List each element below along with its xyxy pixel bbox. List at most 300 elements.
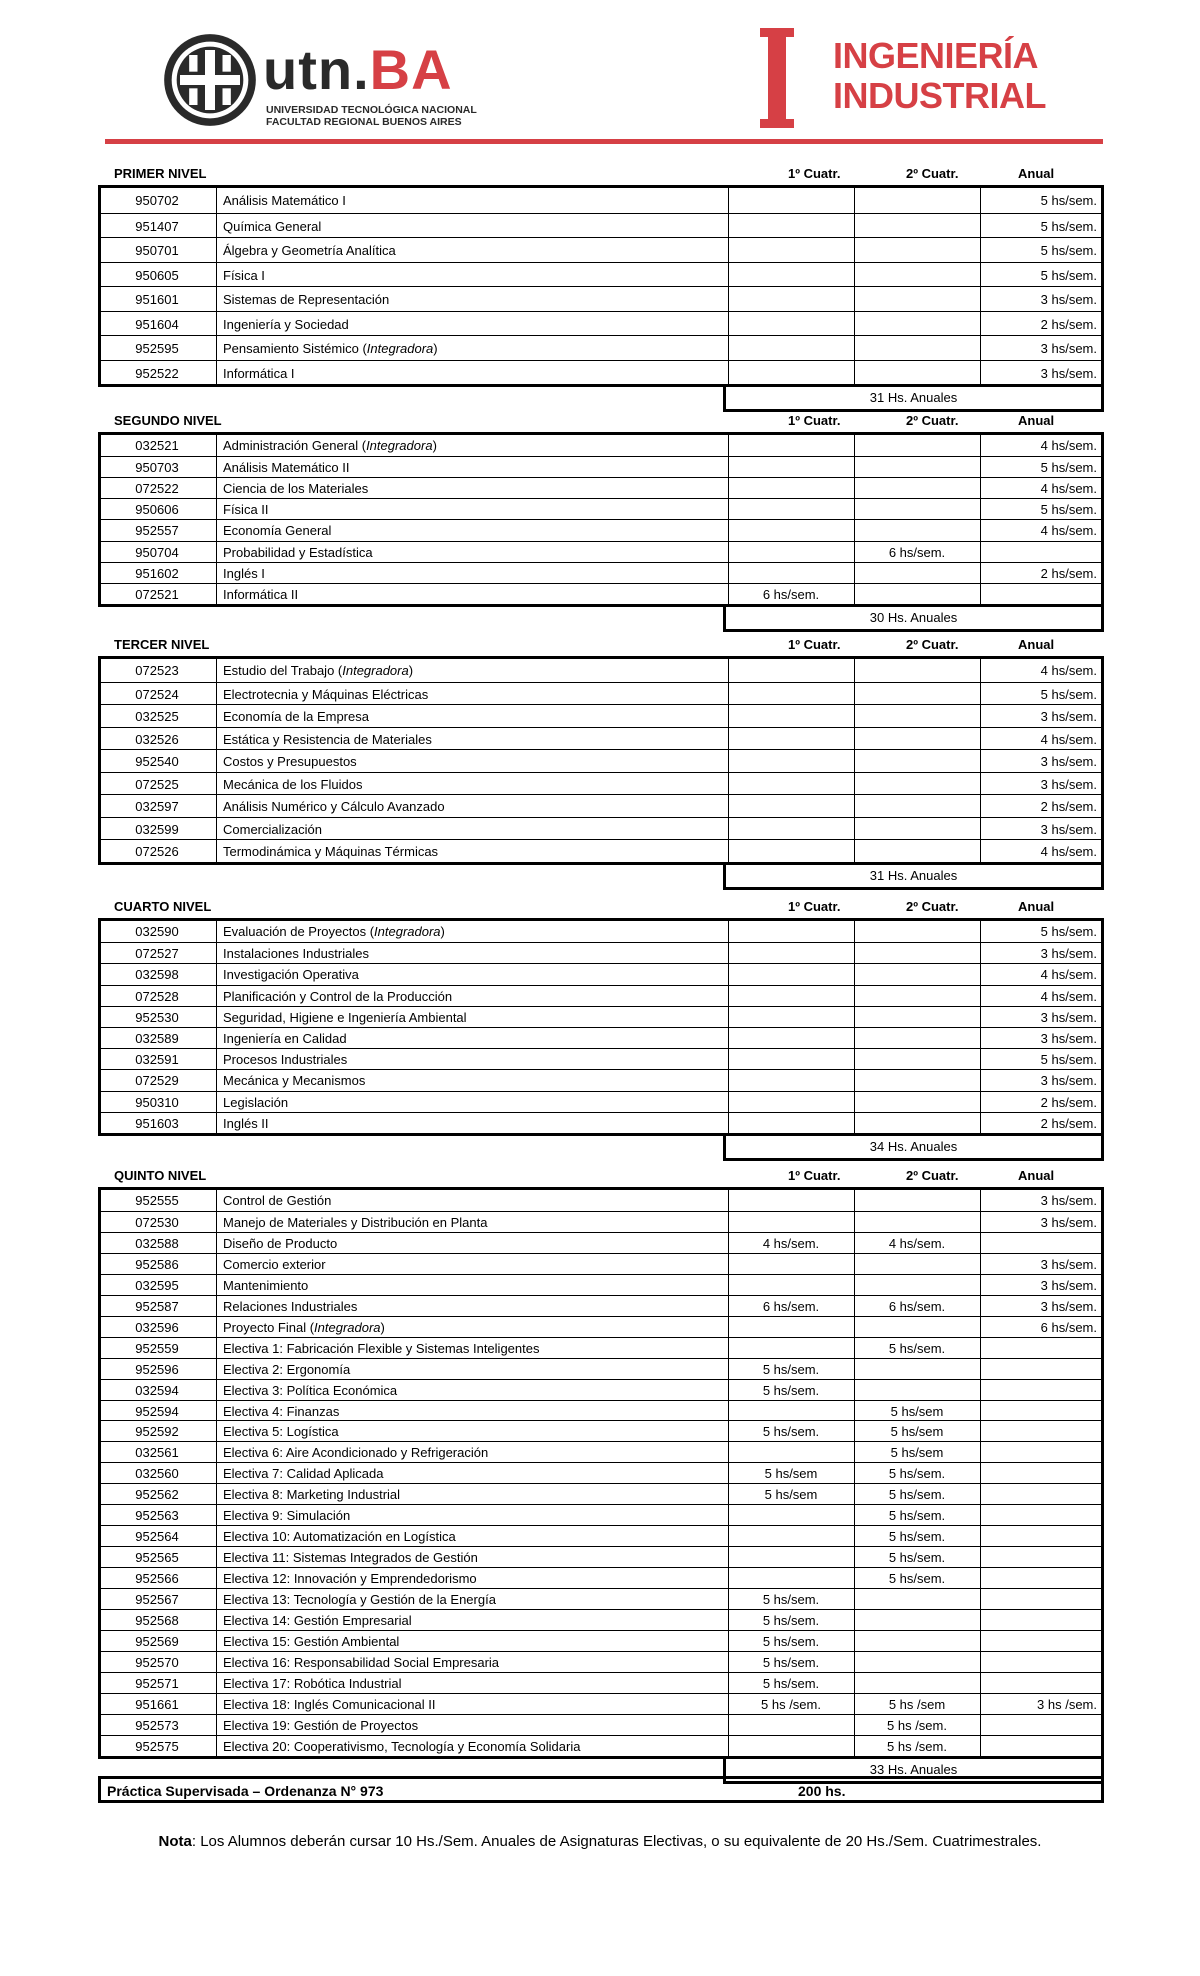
subject-name: Costos y Presupuestos <box>223 754 357 769</box>
hours-q2: 5 hs/sem. <box>888 1487 946 1502</box>
column-header-annual: Anual <box>1018 1168 1055 1183</box>
subject-code: 952569 <box>135 1634 179 1649</box>
column-header-annual: Anual <box>1018 637 1055 652</box>
subject-code: 952594 <box>135 1404 179 1419</box>
hours-annual: 3 hs /sem. <box>1037 1697 1097 1712</box>
table-row <box>101 839 1101 862</box>
hours-annual: 3 hs/sem. <box>1040 1299 1097 1314</box>
subject-code: 952567 <box>135 1592 179 1607</box>
table-row <box>101 1483 1101 1504</box>
hours-annual: 4 hs/sem. <box>1040 732 1097 747</box>
level-header <box>98 165 1104 183</box>
hours-annual: 3 hs/sem. <box>1040 1278 1097 1293</box>
table-row <box>101 704 1101 727</box>
hours-annual: 3 hs/sem. <box>1040 1193 1097 1208</box>
subject-name: Electiva 5: Logística <box>223 1424 339 1439</box>
level-title: TERCER NIVEL <box>114 637 210 652</box>
hours-annual: 2 hs/sem. <box>1040 799 1097 814</box>
career-title: INGENIERÍA INDUSTRIAL <box>833 35 1046 116</box>
table-row <box>101 477 1101 498</box>
subject-name: Relaciones Industriales <box>223 1299 358 1314</box>
hours-annual: 3 hs/sem. <box>1040 754 1097 769</box>
subject-code: 032597 <box>135 799 179 814</box>
level-header <box>98 412 1104 430</box>
subject-code: 952522 <box>135 366 179 381</box>
hours-annual: 3 hs/sem. <box>1040 709 1097 724</box>
hours-q2: 5 hs/sem. <box>888 1341 946 1356</box>
table-row <box>101 456 1101 477</box>
subject-name: Electiva 9: Simulación <box>223 1508 351 1523</box>
subject-name: Electiva 14: Gestión Empresarial <box>223 1613 412 1628</box>
subject-code: 951407 <box>135 219 179 234</box>
subject-code: 951602 <box>135 566 179 581</box>
subject-code: 032596 <box>135 1320 179 1335</box>
subject-name: Seguridad, Higiene e Ingeniería Ambiental <box>223 1010 467 1025</box>
hours-annual: 5 hs/sem. <box>1040 193 1097 208</box>
subject-name: Ciencia de los Materiales <box>223 481 369 496</box>
table-row <box>101 1274 1101 1295</box>
table-row <box>101 1069 1101 1090</box>
hours-q1: 6 hs/sem. <box>762 587 820 602</box>
table-row <box>101 772 1101 795</box>
hours-annual: 3 hs/sem. <box>1040 946 1097 961</box>
subject-name: Control de Gestión <box>223 1193 332 1208</box>
hours-annual: 3 hs/sem. <box>1040 292 1097 307</box>
hours-annual: 4 hs/sem. <box>1040 523 1097 538</box>
table-row <box>101 286 1101 311</box>
table-row <box>101 1006 1101 1027</box>
table-row <box>101 1420 1101 1441</box>
table-row <box>101 794 1101 817</box>
subject-code: 032560 <box>135 1466 179 1481</box>
table-row <box>101 1588 1101 1609</box>
subject-name: Electiva 20: Cooperativismo, Tecnología y Economía Solidaria <box>223 1739 581 1754</box>
level-title: PRIMER NIVEL <box>114 166 207 181</box>
subject-name: Electiva 6: Aire Acondicionado y Refrigeración <box>223 1445 489 1460</box>
table-row <box>101 1693 1101 1714</box>
level-total: 31 Hs. Anuales <box>723 865 1104 890</box>
column-header-q2: 2º Cuatr. <box>906 166 959 181</box>
subject-name: Electiva 1: Fabricación Flexible y Sistemas Inteligentes <box>223 1341 540 1356</box>
hours-annual: 4 hs/sem. <box>1040 438 1097 453</box>
subject-code: 072530 <box>135 1215 179 1230</box>
subject-code: 951604 <box>135 317 179 332</box>
hours-q2: 5 hs/sem. <box>888 1550 946 1565</box>
table-row <box>101 1462 1101 1483</box>
subject-code: 032598 <box>135 967 179 982</box>
subject-code: 952570 <box>135 1655 179 1670</box>
subject-code: 072526 <box>135 844 179 859</box>
subject-name: Electiva 17: Robótica Industrial <box>223 1676 402 1691</box>
column-header-q1: 1º Cuatr. <box>788 413 841 428</box>
hours-annual: 3 hs/sem. <box>1040 341 1097 356</box>
subject-name: Pensamiento Sistémico (Integradora) <box>223 341 438 356</box>
column-header-q2: 2º Cuatr. <box>906 1168 959 1183</box>
subject-code: 072528 <box>135 989 179 1004</box>
note-label: Nota <box>158 1833 192 1850</box>
hours-q2: 5 hs/sem. <box>888 1466 946 1481</box>
subject-name: Sistemas de Representación <box>223 292 390 307</box>
subject-code: 950703 <box>135 460 179 475</box>
column-header-annual: Anual <box>1018 899 1055 914</box>
subject-code: 950701 <box>135 243 179 258</box>
subject-name: Ingeniería y Sociedad <box>223 317 349 332</box>
subject-code: 950605 <box>135 268 179 283</box>
subject-code: 951661 <box>135 1697 179 1712</box>
subjects-table <box>98 185 1104 387</box>
subject-name: Manejo de Materiales y Distribución en Planta <box>223 1215 488 1230</box>
subject-name: Procesos Industriales <box>223 1052 348 1067</box>
hours-q1: 5 hs/sem. <box>762 1613 820 1628</box>
subject-code: 950702 <box>135 193 179 208</box>
university-subtitle: UNIVERSIDAD TECNOLÓGICA NACIONAL FACULTAD REGIONAL BUENOS AIRES <box>266 104 477 128</box>
column-header-q2: 2º Cuatr. <box>906 637 959 652</box>
university-wordmark: utn.BA <box>263 38 453 101</box>
table-row <box>101 985 1101 1006</box>
subject-code: 072522 <box>135 481 179 496</box>
table-row <box>101 1232 1101 1253</box>
table-row <box>101 498 1101 519</box>
hours-q2: 5 hs/sem <box>890 1424 944 1439</box>
hours-annual: 4 hs/sem. <box>1040 844 1097 859</box>
subject-name: Electiva 16: Responsabilidad Social Empresaria <box>223 1655 500 1670</box>
subject-name: Electiva 3: Política Económica <box>223 1383 398 1398</box>
subject-name: Ingeniería en Calidad <box>223 1031 347 1046</box>
subject-name: Inglés II <box>223 1116 269 1131</box>
hours-annual: 5 hs/sem. <box>1040 502 1097 517</box>
level-header <box>98 1167 1104 1185</box>
subject-name: Electiva 19: Gestión de Proyectos <box>223 1718 419 1733</box>
hours-annual: 4 hs/sem. <box>1040 481 1097 496</box>
subject-code: 952530 <box>135 1010 179 1025</box>
hours-q1: 5 hs/sem. <box>762 1592 820 1607</box>
table-row <box>101 1316 1101 1337</box>
hours-q1: 5 hs/sem. <box>762 1362 820 1377</box>
subject-code: 950704 <box>135 545 179 560</box>
column-header-q1: 1º Cuatr. <box>788 1168 841 1183</box>
table-row <box>101 817 1101 840</box>
subject-code: 072529 <box>135 1073 179 1088</box>
subject-code: 952562 <box>135 1487 179 1502</box>
table-row <box>101 1379 1101 1400</box>
hours-annual: 2 hs/sem. <box>1040 1116 1097 1131</box>
hours-annual: 5 hs/sem. <box>1040 924 1097 939</box>
subject-code: 072525 <box>135 777 179 792</box>
subject-name: Mantenimiento <box>223 1278 309 1293</box>
supervised-practice-row <box>98 1776 1104 1803</box>
subject-code: 952540 <box>135 754 179 769</box>
hours-annual: 5 hs/sem. <box>1040 219 1097 234</box>
subject-name: Electiva 10: Automatización en Logística <box>223 1529 456 1544</box>
subject-name: Proyecto Final (Integradora) <box>223 1320 385 1335</box>
table-row <box>101 435 1101 456</box>
table-row <box>101 659 1101 682</box>
hours-q1: 6 hs/sem. <box>762 1299 820 1314</box>
subject-name: Comercio exterior <box>223 1257 326 1272</box>
subject-code: 952568 <box>135 1613 179 1628</box>
table-row <box>101 1048 1101 1069</box>
subject-name: Investigación Operativa <box>223 967 359 982</box>
subject-code: 072524 <box>135 687 179 702</box>
subject-name: Análisis Matemático I <box>223 193 346 208</box>
hours-annual: 3 hs/sem. <box>1040 777 1097 792</box>
subject-name: Estudio del Trabajo (Integradora) <box>223 663 414 678</box>
subject-code: 952563 <box>135 1508 179 1523</box>
subject-name: Economía General <box>223 523 332 538</box>
note <box>0 1833 1200 1850</box>
subject-name: Análisis Numérico y Cálculo Avanzado <box>223 799 445 814</box>
subject-name: Electiva 12: Innovación y Emprendedorismo <box>223 1571 477 1586</box>
table-row <box>101 1714 1101 1735</box>
table-row <box>101 1253 1101 1274</box>
subject-name: Álgebra y Geometría Analítica <box>223 243 396 258</box>
table-row <box>101 1190 1101 1211</box>
table-row <box>101 727 1101 750</box>
hours-q1: 5 hs/sem <box>764 1487 818 1502</box>
subject-name: Economía de la Empresa <box>223 709 369 724</box>
subject-code: 032590 <box>135 924 179 939</box>
table-row <box>101 682 1101 705</box>
hours-q2: 5 hs /sem. <box>887 1739 947 1754</box>
hours-annual: 4 hs/sem. <box>1040 967 1097 982</box>
table-row <box>101 921 1101 942</box>
column-header-q2: 2º Cuatr. <box>906 413 959 428</box>
hours-q2: 5 hs/sem. <box>888 1529 946 1544</box>
table-row <box>101 1609 1101 1630</box>
practice-hours: 200 hs. <box>798 1783 846 1799</box>
subject-name: Electiva 15: Gestión Ambiental <box>223 1634 400 1649</box>
note-text: : Los Alumnos deberán cursar 10 Hs./Sem. Anuales de Asignaturas Electivas, o su equivalente de 20 Hs./Sem. Cuatrimestrales. <box>191 1833 1042 1850</box>
subject-name: Electiva 11: Sistemas Integrados de Gestión <box>223 1550 478 1565</box>
table-row <box>101 1525 1101 1546</box>
subject-name: Probabilidad y Estadística <box>223 545 373 560</box>
table-row <box>101 583 1101 604</box>
column-header-q1: 1º Cuatr. <box>788 637 841 652</box>
hours-q2: 5 hs /sem <box>888 1697 946 1712</box>
hours-q2: 5 hs/sem <box>890 1404 944 1419</box>
subjects-table <box>98 656 1104 865</box>
column-header-q2: 2º Cuatr. <box>906 899 959 914</box>
hours-annual: 3 hs/sem. <box>1040 1257 1097 1272</box>
hours-annual: 3 hs/sem. <box>1040 1010 1097 1025</box>
subject-name: Informática I <box>223 366 295 381</box>
table-row <box>101 360 1101 385</box>
hours-annual: 3 hs/sem. <box>1040 366 1097 381</box>
hours-q1: 4 hs/sem. <box>762 1236 820 1251</box>
table-row <box>101 1400 1101 1421</box>
table-row <box>101 1441 1101 1462</box>
subject-code: 032526 <box>135 732 179 747</box>
subject-code: 032599 <box>135 822 179 837</box>
table-row <box>101 1337 1101 1358</box>
level-header <box>98 636 1104 654</box>
subject-code: 952571 <box>135 1676 179 1691</box>
hours-q1: 5 hs/sem. <box>762 1424 820 1439</box>
hours-annual: 3 hs/sem. <box>1040 1215 1097 1230</box>
subject-code: 952565 <box>135 1550 179 1565</box>
level-total: 31 Hs. Anuales <box>723 387 1104 412</box>
subject-name: Termodinámica y Máquinas Térmicas <box>223 844 439 859</box>
subject-name: Mecánica y Mecanismos <box>223 1073 366 1088</box>
subject-name: Electiva 18: Inglés Comunicacional II <box>223 1697 436 1712</box>
table-row <box>101 541 1101 562</box>
subject-name: Física II <box>223 502 269 517</box>
subject-code: 952557 <box>135 523 179 538</box>
subject-code: 952586 <box>135 1257 179 1272</box>
hours-q2: 5 hs /sem. <box>887 1718 947 1733</box>
subjects-table <box>98 1187 1104 1759</box>
subject-name: Estática y Resistencia de Materiales <box>223 732 432 747</box>
hours-annual: 4 hs/sem. <box>1040 989 1097 1004</box>
hours-q2: 4 hs/sem. <box>888 1236 946 1251</box>
subject-code: 952555 <box>135 1193 179 1208</box>
practice-label: Práctica Supervisada – Ordenanza N° 973 <box>107 1783 384 1799</box>
hours-q2: 5 hs/sem. <box>888 1508 946 1523</box>
subject-code: 032525 <box>135 709 179 724</box>
hours-annual: 3 hs/sem. <box>1040 822 1097 837</box>
subject-name: Inglés I <box>223 566 265 581</box>
subject-code: 032561 <box>135 1445 179 1460</box>
subject-name: Planificación y Control de la Producción <box>223 989 453 1004</box>
table-row <box>101 1630 1101 1651</box>
table-row <box>101 213 1101 238</box>
subject-name: Electrotecnia y Máquinas Eléctricas <box>223 687 429 702</box>
hours-q2: 6 hs/sem. <box>888 545 946 560</box>
subject-code: 950310 <box>135 1095 179 1110</box>
subject-code: 032589 <box>135 1031 179 1046</box>
subjects-table <box>98 918 1104 1136</box>
hours-q2: 5 hs/sem. <box>888 1571 946 1586</box>
hours-q2: 5 hs/sem <box>890 1445 944 1460</box>
subject-code: 952573 <box>135 1718 179 1733</box>
hours-q1: 5 hs/sem. <box>762 1655 820 1670</box>
hours-q1: 5 hs /sem. <box>761 1697 821 1712</box>
subject-code: 952559 <box>135 1341 179 1356</box>
level-header <box>98 898 1104 916</box>
subject-name: Química General <box>223 219 322 234</box>
subject-code: 032591 <box>135 1052 179 1067</box>
table-row <box>101 1112 1101 1133</box>
hours-annual: 6 hs/sem. <box>1040 1320 1097 1335</box>
hours-q1: 5 hs/sem. <box>762 1634 820 1649</box>
subject-code: 072521 <box>135 587 179 602</box>
subjects-table <box>98 432 1104 607</box>
subject-name: Evaluación de Proyectos (Integradora) <box>223 924 445 939</box>
subject-code: 952595 <box>135 341 179 356</box>
hours-annual: 4 hs/sem. <box>1040 663 1097 678</box>
table-row <box>101 1027 1101 1048</box>
subject-code: 032594 <box>135 1383 179 1398</box>
column-header-annual: Anual <box>1018 166 1055 181</box>
subject-name: Administración General (Integradora) <box>223 438 437 453</box>
table-row <box>101 1295 1101 1316</box>
table-row <box>101 1735 1101 1756</box>
subject-code: 952587 <box>135 1299 179 1314</box>
table-row <box>101 262 1101 287</box>
table-row <box>101 749 1101 772</box>
level-title: SEGUNDO NIVEL <box>114 413 222 428</box>
subject-name: Electiva 8: Marketing Industrial <box>223 1487 401 1502</box>
hours-q1: 5 hs/sem <box>764 1466 818 1481</box>
hours-annual: 5 hs/sem. <box>1040 687 1097 702</box>
subject-code: 952564 <box>135 1529 179 1544</box>
subject-code: 952566 <box>135 1571 179 1586</box>
hours-q1: 5 hs/sem. <box>762 1676 820 1691</box>
subject-code: 072527 <box>135 946 179 961</box>
subject-name: Electiva 7: Calidad Aplicada <box>223 1466 384 1481</box>
subject-name: Física I <box>223 268 265 283</box>
table-row <box>101 311 1101 336</box>
hours-annual: 5 hs/sem. <box>1040 460 1097 475</box>
level-title: CUARTO NIVEL <box>114 899 212 914</box>
column-header-q1: 1º Cuatr. <box>788 166 841 181</box>
table-row <box>101 1504 1101 1525</box>
table-row <box>101 1211 1101 1232</box>
table-row <box>101 237 1101 262</box>
subject-name: Mecánica de los Fluidos <box>223 777 363 792</box>
subject-code: 951603 <box>135 1116 179 1131</box>
table-row <box>101 562 1101 583</box>
subject-name: Electiva 2: Ergonomía <box>223 1362 351 1377</box>
table-row <box>101 1358 1101 1379</box>
hours-annual: 2 hs/sem. <box>1040 317 1097 332</box>
subject-code: 950606 <box>135 502 179 517</box>
hours-annual: 5 hs/sem. <box>1040 268 1097 283</box>
hours-annual: 2 hs/sem. <box>1040 566 1097 581</box>
subject-name: Electiva 4: Finanzas <box>223 1404 340 1419</box>
subject-name: Comercialización <box>223 822 322 837</box>
hours-q1: 5 hs/sem. <box>762 1383 820 1398</box>
hours-annual: 5 hs/sem. <box>1040 243 1097 258</box>
table-row <box>101 1567 1101 1588</box>
column-header-q1: 1º Cuatr. <box>788 899 841 914</box>
subject-code: 032595 <box>135 1278 179 1293</box>
column-header-annual: Anual <box>1018 413 1055 428</box>
table-row <box>101 188 1101 213</box>
subject-name: Informática II <box>223 587 299 602</box>
table-row <box>101 1091 1101 1112</box>
hours-annual: 2 hs/sem. <box>1040 1095 1097 1110</box>
table-row <box>101 963 1101 984</box>
subject-name: Análisis Matemático II <box>223 460 350 475</box>
subject-code: 952575 <box>135 1739 179 1754</box>
subject-code: 032521 <box>135 438 179 453</box>
table-row <box>101 942 1101 963</box>
table-row <box>101 1672 1101 1693</box>
subject-code: 032588 <box>135 1236 179 1251</box>
subject-code: 072523 <box>135 663 179 678</box>
hours-annual: 3 hs/sem. <box>1040 1031 1097 1046</box>
subject-name: Instalaciones Industriales <box>223 946 369 961</box>
hours-q2: 6 hs/sem. <box>888 1299 946 1314</box>
subject-name: Legislación <box>223 1095 289 1110</box>
level-title: QUINTO NIVEL <box>114 1168 207 1183</box>
table-row <box>101 1651 1101 1672</box>
subject-name: Electiva 13: Tecnología y Gestión de la Energía <box>223 1592 496 1607</box>
level-total: 30 Hs. Anuales <box>723 607 1104 632</box>
subject-code: 951601 <box>135 292 179 307</box>
hours-annual: 3 hs/sem. <box>1040 1073 1097 1088</box>
level-total: 34 Hs. Anuales <box>723 1136 1104 1161</box>
table-row <box>101 519 1101 540</box>
subject-code: 952596 <box>135 1362 179 1377</box>
level-total: 33 Hs. Anuales <box>723 1759 1104 1784</box>
subject-code: 952592 <box>135 1424 179 1439</box>
table-row <box>101 1546 1101 1567</box>
hours-annual: 5 hs/sem. <box>1040 1052 1097 1067</box>
table-row <box>101 335 1101 360</box>
subject-name: Diseño de Producto <box>223 1236 338 1251</box>
